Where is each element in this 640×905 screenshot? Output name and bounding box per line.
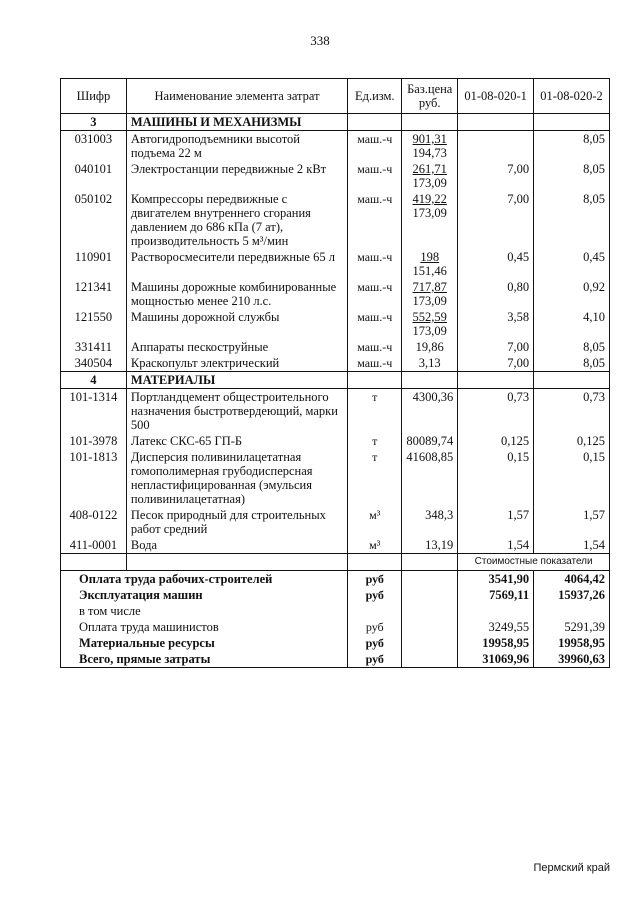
table-row [61, 355, 610, 372]
row-value-1: 1,57 [458, 507, 534, 537]
summary-label: Оплата труда машинистов [61, 619, 348, 635]
row-name: Машины дорожные комбинированные мощностью менее 210 л.с. [126, 279, 347, 309]
empty-cell [458, 372, 534, 389]
row-code: 031003 [61, 131, 127, 162]
summary-row [61, 603, 610, 619]
row-unit: маш.-ч [348, 309, 402, 339]
row-value-1: 0,73 [458, 389, 534, 434]
row-name: Дисперсия поливинилацетатная гомополимерная грубодисперсная непластифицированная (эмульсия поливинилацетатная) [126, 449, 347, 507]
row-value-2: 8,05 [534, 131, 610, 162]
empty-cell [534, 114, 610, 131]
table-body [61, 114, 610, 668]
summary-value-2: 4064,42 [534, 571, 610, 588]
row-value-2: 1,54 [534, 537, 610, 554]
summary-unit: руб [348, 651, 402, 668]
summary-value-1: 3249,55 [458, 619, 534, 635]
summary-value-1: 7569,11 [458, 587, 534, 603]
row-name: Автогидроподъемники высотой подъема 22 м [126, 131, 347, 162]
row-unit: маш.-ч [348, 161, 402, 191]
summary-value-1 [458, 603, 534, 619]
row-value-1: 1,54 [458, 537, 534, 554]
summary-value-1: 3541,90 [458, 571, 534, 588]
price-top: 261,71 [412, 162, 447, 176]
row-unit: т [348, 433, 402, 449]
row-value-2: 8,05 [534, 161, 610, 191]
row-price [402, 339, 458, 355]
empty-cell [402, 554, 458, 571]
row-name: Электростанции передвижные 2 кВт [126, 161, 347, 191]
row-value-1: 7,00 [458, 161, 534, 191]
row-value-1: 0,80 [458, 279, 534, 309]
row-value-2: 1,57 [534, 507, 610, 537]
row-price [402, 191, 458, 249]
footer-region: Пермский край [533, 862, 610, 874]
row-code: 121341 [61, 279, 127, 309]
header-col-1: 01-08-020-1 [458, 79, 534, 114]
section-row [61, 114, 610, 131]
row-value-2: 8,05 [534, 355, 610, 372]
table-row [61, 339, 610, 355]
price-top: 717,87 [412, 280, 447, 294]
row-code: 340504 [61, 355, 127, 372]
row-value-2: 0,73 [534, 389, 610, 434]
row-unit: маш.-ч [348, 249, 402, 279]
row-value-1: 0,45 [458, 249, 534, 279]
table-row [61, 161, 610, 191]
row-unit: т [348, 389, 402, 434]
row-value-1: 0,15 [458, 449, 534, 507]
row-code: 050102 [61, 191, 127, 249]
section-title: МАТЕРИАЛЫ [126, 372, 347, 389]
summary-value-2 [534, 603, 610, 619]
header-unit: Ед.изм. [348, 79, 402, 114]
row-unit: маш.-ч [348, 191, 402, 249]
row-price: 41608,85 [402, 449, 458, 507]
row-name: Растворосмесители передвижные 65 л [126, 249, 347, 279]
row-unit: м³ [348, 507, 402, 537]
rates-table [60, 78, 610, 668]
summary-label: Всего, прямые затраты [61, 651, 348, 668]
row-value-2: 4,10 [534, 309, 610, 339]
row-code: 110901 [61, 249, 127, 279]
row-unit: маш.-ч [348, 339, 402, 355]
header-col-2: 01-08-020-2 [534, 79, 610, 114]
section-title: МАШИНЫ И МЕХАНИЗМЫ [126, 114, 347, 131]
table-row [61, 433, 610, 449]
summary-unit: руб [348, 587, 402, 603]
row-price [402, 249, 458, 279]
row-name: Песок природный для строительных работ средний [126, 507, 347, 537]
price-bottom: 19,86 [415, 340, 444, 354]
summary-value-1: 19958,95 [458, 635, 534, 651]
row-value-2: 0,92 [534, 279, 610, 309]
section-row [61, 372, 610, 389]
row-price [402, 131, 458, 162]
empty-cell [402, 114, 458, 131]
price-bottom: 151,46 [412, 264, 447, 278]
row-price: 13,19 [402, 537, 458, 554]
summary-row [61, 651, 610, 668]
price-bottom: 173,09 [412, 176, 447, 190]
empty-cell [402, 603, 458, 619]
price-bottom: 173,09 [412, 294, 447, 308]
row-code: 121550 [61, 309, 127, 339]
empty-cell [61, 554, 127, 571]
empty-cell [348, 114, 402, 131]
row-value-1: 7,00 [458, 191, 534, 249]
row-price [402, 309, 458, 339]
empty-cell [534, 372, 610, 389]
row-code: 101-1813 [61, 449, 127, 507]
summary-row [61, 619, 610, 635]
row-value-2: 0,15 [534, 449, 610, 507]
table-row [61, 309, 610, 339]
empty-cell [402, 372, 458, 389]
summary-label: Эксплуатация машин [61, 587, 348, 603]
table-row [61, 389, 610, 434]
table-row [61, 131, 610, 162]
header-base-price: Баз.цена руб. [402, 79, 458, 114]
table-row [61, 249, 610, 279]
table-row [61, 279, 610, 309]
summary-unit: руб [348, 635, 402, 651]
empty-cell [348, 554, 402, 571]
price-bottom: 173,09 [412, 206, 447, 220]
summary-label: в том числе [61, 603, 348, 619]
summary-row [61, 635, 610, 651]
price-top: 198 [420, 250, 440, 264]
summary-unit [348, 603, 402, 619]
price-bottom: 3,13 [418, 356, 441, 370]
header-code: Шифр [61, 79, 127, 114]
row-price [402, 161, 458, 191]
cost-header-row [61, 554, 610, 571]
row-name: Аппараты пескоструйные [126, 339, 347, 355]
row-name: Машины дорожной службы [126, 309, 347, 339]
table-row [61, 191, 610, 249]
section-code: 3 [61, 114, 127, 131]
row-name: Краскопульт электрический [126, 355, 347, 372]
row-code: 101-1314 [61, 389, 127, 434]
row-code: 411-0001 [61, 537, 127, 554]
summary-value-2: 5291,39 [534, 619, 610, 635]
price-top: 901,31 [412, 132, 447, 146]
table-row [61, 507, 610, 537]
row-unit: м³ [348, 537, 402, 554]
row-price: 80089,74 [402, 433, 458, 449]
price-bottom: 194,73 [412, 146, 447, 160]
summary-label: Материальные ресурсы [61, 635, 348, 651]
row-unit: маш.-ч [348, 131, 402, 162]
table-row [61, 449, 610, 507]
cost-label: Стоимостные показатели [458, 554, 610, 571]
summary-value-2: 39960,63 [534, 651, 610, 668]
empty-cell [402, 619, 458, 635]
row-unit: т [348, 449, 402, 507]
empty-cell [348, 372, 402, 389]
row-price: 4300,36 [402, 389, 458, 434]
row-value-1: 0,125 [458, 433, 534, 449]
row-value-2: 0,125 [534, 433, 610, 449]
row-code: 408-0122 [61, 507, 127, 537]
page-number: 338 [310, 33, 330, 48]
table-row [61, 537, 610, 554]
summary-value-2: 19958,95 [534, 635, 610, 651]
row-code: 101-3978 [61, 433, 127, 449]
empty-cell [402, 571, 458, 588]
empty-cell [458, 114, 534, 131]
row-code: 040101 [61, 161, 127, 191]
summary-row [61, 571, 610, 588]
row-value-1: 7,00 [458, 339, 534, 355]
row-unit: маш.-ч [348, 355, 402, 372]
row-name: Портландцемент общестроительного назначения быстротвердеющий, марки 500 [126, 389, 347, 434]
empty-cell [402, 635, 458, 651]
header-row [61, 79, 610, 114]
summary-unit: руб [348, 571, 402, 588]
summary-value-2: 15937,26 [534, 587, 610, 603]
summary-unit: руб [348, 619, 402, 635]
price-bottom: 173,09 [412, 324, 447, 338]
summary-value-1: 31069,96 [458, 651, 534, 668]
row-value-2: 0,45 [534, 249, 610, 279]
section-code: 4 [61, 372, 127, 389]
empty-cell [126, 554, 347, 571]
row-price: 348,3 [402, 507, 458, 537]
row-name: Компрессоры передвижные с двигателем внутреннего сгорания давлением до 686 кПа (7 ат), производительность 5 м³/мин [126, 191, 347, 249]
price-top: 552,59 [412, 310, 447, 324]
empty-cell [402, 651, 458, 668]
row-value-2: 8,05 [534, 339, 610, 355]
row-unit: маш.-ч [348, 279, 402, 309]
row-value-2: 8,05 [534, 191, 610, 249]
summary-row [61, 587, 610, 603]
row-value-1 [458, 131, 534, 162]
header-name: Наименование элемента затрат [126, 79, 347, 114]
price-top: 419,22 [412, 192, 447, 206]
row-code: 331411 [61, 339, 127, 355]
row-price [402, 279, 458, 309]
row-name: Вода [126, 537, 347, 554]
row-name: Латекс СКС-65 ГП-Б [126, 433, 347, 449]
summary-label: Оплата труда рабочих-строителей [61, 571, 348, 588]
row-price [402, 355, 458, 372]
empty-cell [402, 587, 458, 603]
row-value-1: 7,00 [458, 355, 534, 372]
row-value-1: 3,58 [458, 309, 534, 339]
